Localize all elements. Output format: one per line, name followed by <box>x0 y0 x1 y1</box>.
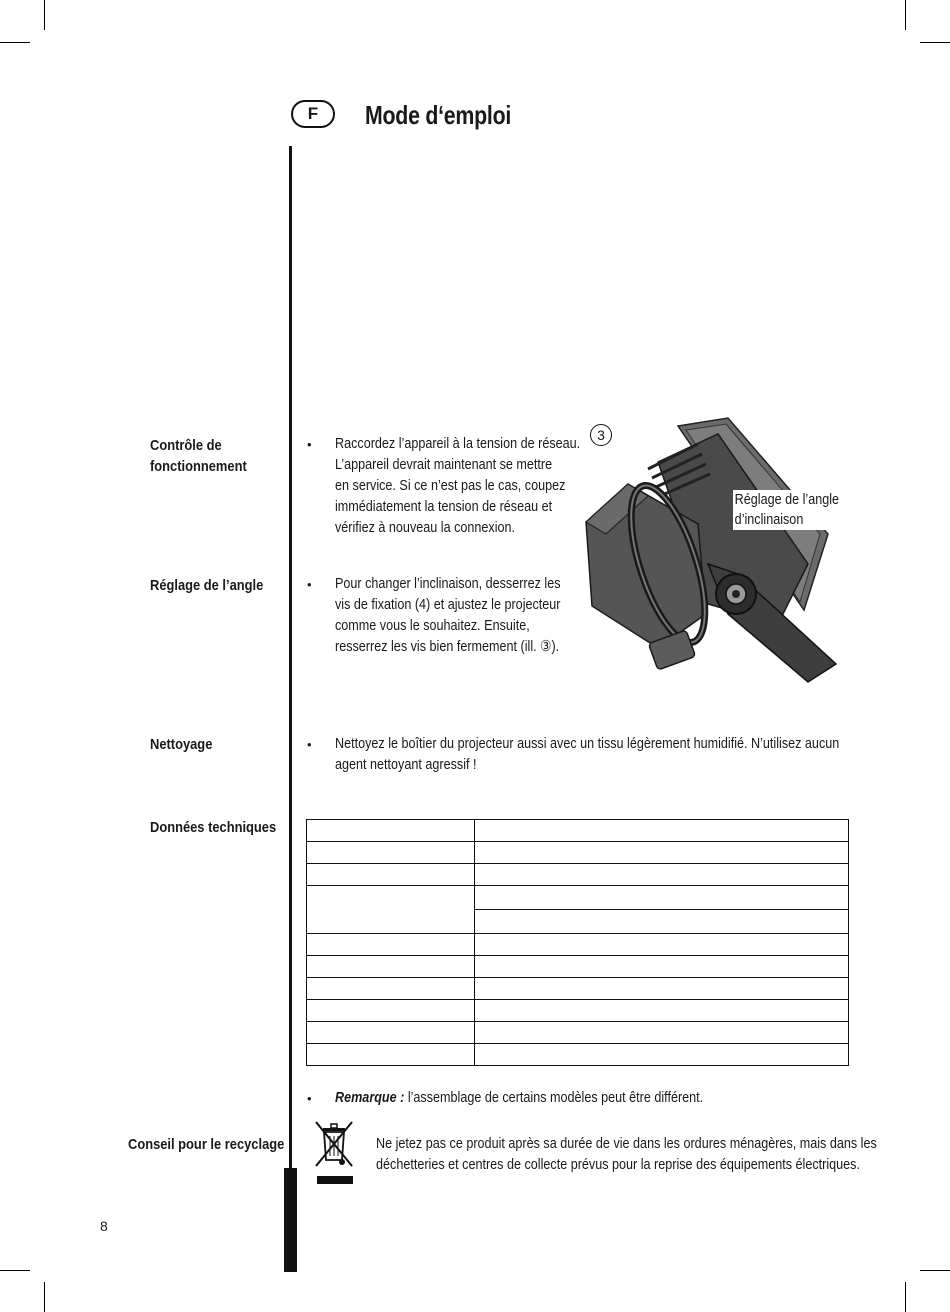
vertical-rule <box>289 146 292 1168</box>
page-title: Mode d‘emploi <box>365 100 512 130</box>
table-row <box>307 842 849 864</box>
table-row <box>307 1000 849 1022</box>
table-cell <box>307 886 475 934</box>
illustration-number: 3 <box>590 424 612 446</box>
label-line: Contrôle de <box>150 437 222 454</box>
label-line: fonctionnement <box>150 458 247 475</box>
text-line: Nettoyez le boîtier du projecteur aussi avec un tissu légèrement humidifié. N’utilisez aucun <box>335 735 840 752</box>
table-cell <box>307 956 475 978</box>
text-line: comme vous le souhaitez. Ensuite, <box>335 617 530 634</box>
table-row <box>307 956 849 978</box>
text-line: en service. Si ce n’est pas le cas, coupez <box>335 477 566 494</box>
remark-label: Remarque : <box>335 1089 405 1106</box>
label-line: d’inclinaison <box>734 511 804 528</box>
illustration-label <box>733 490 841 530</box>
bullet: • <box>307 437 312 452</box>
table-cell <box>475 934 849 956</box>
text-line: resserrez les vis bien fermement (ill. ③). <box>335 638 560 655</box>
table-cell <box>307 934 475 956</box>
remark-text: l’assemblage de certains modèles peut être différent. <box>404 1089 704 1106</box>
table-cell <box>475 1022 849 1044</box>
table-cell <box>307 1022 475 1044</box>
section-label-reglage: Réglage de l’angle <box>150 577 264 594</box>
section-label-donnees: Données techniques <box>150 819 277 836</box>
text-line: Ne jetez pas ce produit après sa durée de vie dans les ordures ménagères, mais dans les <box>376 1135 877 1152</box>
crop-mark <box>920 42 950 43</box>
section-label-nettoyage: Nettoyage <box>150 736 213 753</box>
text-line: déchetteries et centres de collecte prévus pour la reprise des équipements électriques. <box>376 1156 860 1173</box>
text-line: Pour changer l’inclinaison, desserrez les <box>335 575 561 592</box>
table-cell <box>475 842 849 864</box>
crop-mark <box>920 1270 950 1271</box>
text-line: Raccordez l’appareil à la tension de réseau. <box>335 435 581 452</box>
table-cell <box>307 1000 475 1022</box>
table-cell <box>475 910 849 934</box>
table-cell <box>475 886 849 910</box>
crop-mark <box>44 0 45 30</box>
table-cell <box>475 1000 849 1022</box>
bullet: • <box>307 737 312 752</box>
crop-mark <box>44 1282 45 1312</box>
table-row <box>307 1022 849 1044</box>
technical-data-table <box>306 819 849 1066</box>
table-row <box>307 886 849 910</box>
crop-mark <box>905 1282 906 1312</box>
label-line: Réglage de l’angle <box>734 491 840 508</box>
text-line: L’appareil devrait maintenant se mettre <box>335 456 553 473</box>
table-row <box>307 864 849 886</box>
page-number: 8 <box>100 1218 108 1234</box>
table-cell <box>475 956 849 978</box>
floodlight-illustration <box>578 414 840 686</box>
table-cell <box>307 864 475 886</box>
table-cell <box>307 978 475 1000</box>
vertical-rule-thick <box>284 1168 297 1272</box>
text-line: immédiatement la tension de réseau et <box>335 498 553 515</box>
table-cell <box>307 1044 475 1066</box>
table-cell <box>475 1044 849 1066</box>
remark-line <box>335 1087 703 1108</box>
table-cell <box>307 842 475 864</box>
paragraph-nettoyage <box>335 733 839 775</box>
table-row <box>307 820 849 842</box>
table-row <box>307 934 849 956</box>
table-row <box>307 978 849 1000</box>
paragraph-reglage <box>335 573 561 657</box>
table-row <box>307 1044 849 1066</box>
paragraph-controle <box>335 433 580 538</box>
text-line: vérifiez à nouveau la connexion. <box>335 519 516 536</box>
text-line: vis de fixation (4) et ajustez le projecteur <box>335 596 561 613</box>
crop-mark <box>0 1270 30 1271</box>
table-cell <box>307 820 475 842</box>
section-label-controle <box>150 435 247 477</box>
table-cell <box>475 864 849 886</box>
bullet: • <box>307 577 312 592</box>
crop-mark <box>905 0 906 30</box>
crossed-out-wheelie-bin-icon <box>312 1118 358 1188</box>
crop-mark <box>0 42 30 43</box>
table-cell <box>475 978 849 1000</box>
paragraph-recyclage <box>376 1133 877 1175</box>
section-label-recyclage: Conseil pour le recyclage <box>128 1136 285 1153</box>
bullet: • <box>307 1091 312 1106</box>
remark <box>335 1087 703 1108</box>
table-cell <box>475 820 849 842</box>
text-line: agent nettoyant agressif ! <box>335 756 477 773</box>
language-badge: F <box>291 100 335 128</box>
